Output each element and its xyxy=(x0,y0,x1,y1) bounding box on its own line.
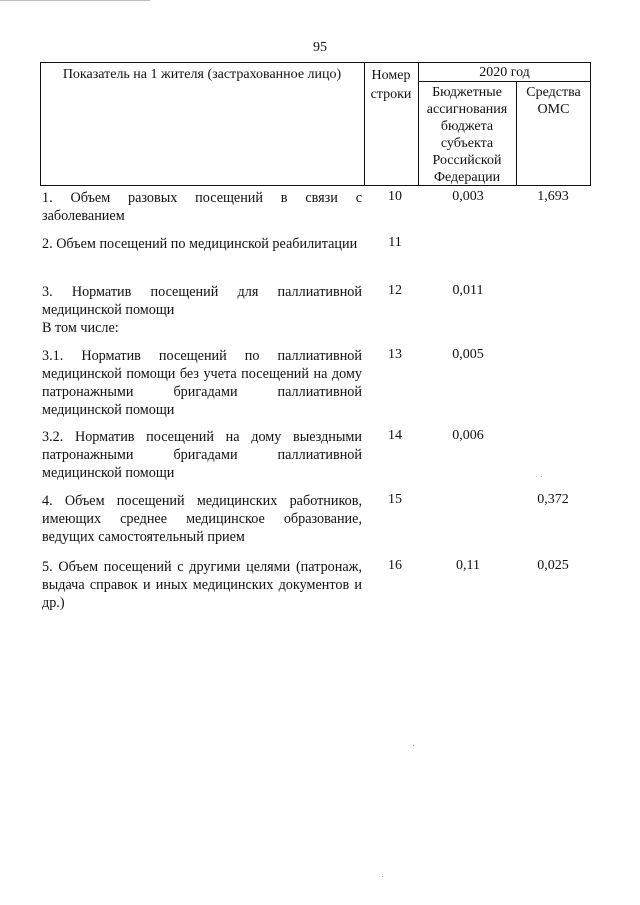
row-label: 3. Норматив посещений для паллиативной медицинской помощи В том числе: xyxy=(42,284,362,336)
row-number: 10 xyxy=(388,189,402,204)
row-label: 1. Объем разовых посещений в связи с заболеванием xyxy=(42,190,362,224)
row-oms-value: 0,025 xyxy=(537,558,569,573)
row-number: 12 xyxy=(388,283,402,298)
row-budget-value: 0,11 xyxy=(456,558,480,573)
row-number: 13 xyxy=(388,347,402,362)
row-sublabel: В том числе: xyxy=(42,320,119,336)
scan-edge-line xyxy=(0,0,150,1)
row-budget-value: 0,011 xyxy=(452,283,484,298)
row-number: 14 xyxy=(388,428,402,443)
row-budget-value: 0,006 xyxy=(452,428,484,443)
row-budget-value: 0,003 xyxy=(452,189,484,204)
row-number: 11 xyxy=(388,235,402,250)
header-indicator: Показатель на 1 жителя (застрахованное лицо) xyxy=(62,67,342,82)
row-label: 5. Объем посещений с другими целями (патронаж, выдача справок и иных медицинских документов и др.) xyxy=(42,559,362,611)
row-budget-value: 0,005 xyxy=(452,347,484,362)
row-number: 16 xyxy=(388,558,402,573)
page-number: 95 xyxy=(313,40,327,55)
scan-speck xyxy=(541,476,542,477)
header-budget: Бюджетные ассигнования бюджета субъекта Российской Федерации xyxy=(426,85,508,185)
scan-speck xyxy=(382,876,383,877)
header-row-number: Номер строки xyxy=(370,68,412,102)
header-year: 2020 год xyxy=(479,65,530,80)
row-label: 2. Объем посещений по медицинской реабилитации xyxy=(42,236,358,252)
row-label: 3.2. Норматив посещений на дому выездными патронажными бригадами паллиативной медицинской помощи xyxy=(42,429,362,481)
row-oms-value: 1,693 xyxy=(537,189,569,204)
header-oms: Средства ОМС xyxy=(526,85,581,117)
scan-speck xyxy=(413,745,414,746)
row-label: 4. Объем посещений медицинских работников, имеющих среднее медицинское образование, ведущих самостоятельный прием xyxy=(42,493,362,545)
row-number: 15 xyxy=(388,492,402,507)
row-label: 3.1. Норматив посещений по паллиативной медицинской помощи без учета посещений на дому патронажными бригадами паллиативной медицинской помощи xyxy=(42,348,362,418)
row-oms-value: 0,372 xyxy=(537,492,569,507)
